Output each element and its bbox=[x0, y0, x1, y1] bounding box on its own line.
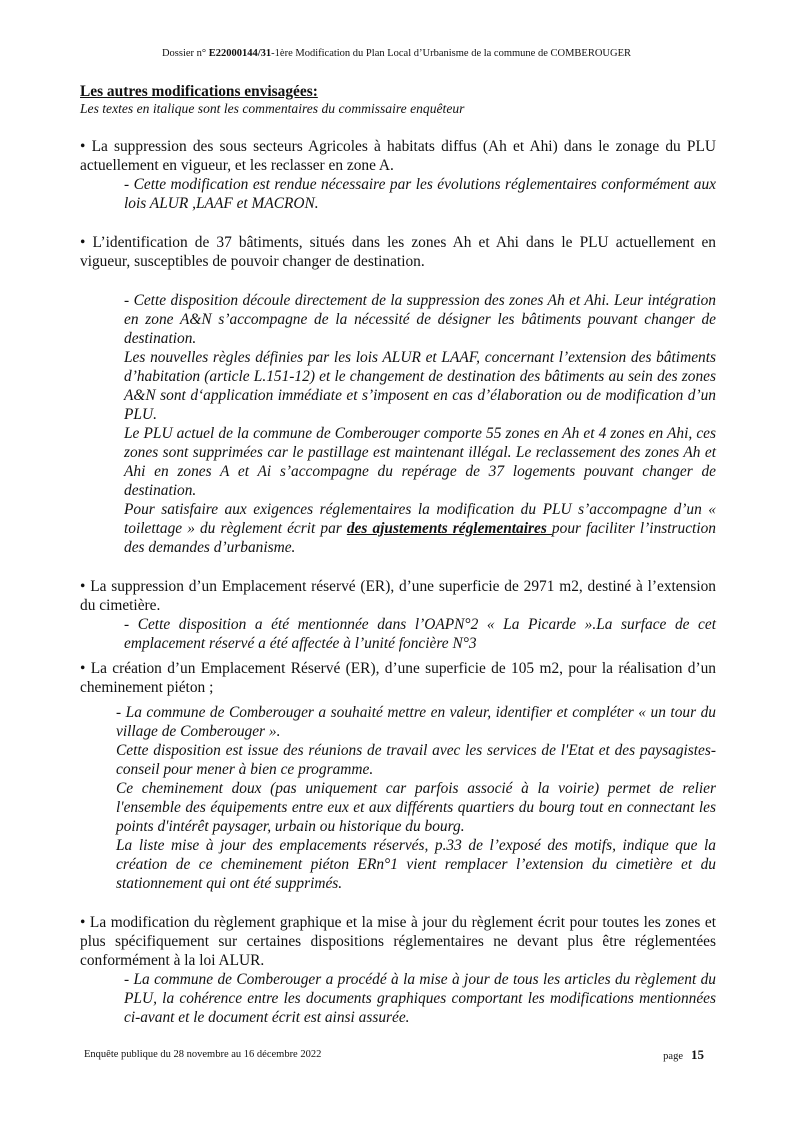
comment-suppression-er: - Cette disposition a été mentionnée dans l’OAPN°2 « La Picarde ».La surface de cet emplacement réservé a été affectée à l’unité foncière N°3 bbox=[124, 616, 716, 652]
comment-creation-er-2: Cette disposition est issue des réunions de travail avec les services de l'Etat et des paysagistes-conseil pour mener à bien ce programme. bbox=[116, 742, 716, 778]
section-title: Les autres modifications envisagées: bbox=[80, 83, 318, 100]
comment-reglement-graphique: - La commune de Comberouger a procédé à la mise à jour de tous les articles du règlement du PLU, la cohérence entre les documents graphiques comportant les modifications mentionnées ci-avant et le document écrit est ainsi assurée. bbox=[124, 971, 716, 1026]
comment-creation-er-4: La liste mise à jour des emplacements réservés, p.33 de l’exposé des motifs, indique que la création de ce cheminement piéton ERn°1 vient remplacer l’extension du cimetière et du stationnement qui ont été supprimés. bbox=[116, 837, 716, 892]
comment-identification-3: Le PLU actuel de la commune de Comberouger comporte 55 zones en Ah et 4 zones en Ahi, ces zones sont supprimées car le pastillage est maintenant illégal. Le reclassement des zones Ah et Ahi en zones A et Ai s’accompagne du repérage de 37 logements pouvant changer de destination. bbox=[124, 425, 716, 499]
page-label: page bbox=[663, 1051, 683, 1062]
item-creation-er: • La création d’un Emplacement Réservé (ER), d’une superficie de 105 m2, pour la réalisation d’un cheminement piéton ; bbox=[80, 660, 716, 696]
comment-identification-1: - Cette disposition découle directement de la suppression des zones Ah et Ahi. Leur intégration en zone A&N s’accompagne de la nécessité de désigner les bâtiments pouvant changer de destination. bbox=[124, 292, 716, 347]
header-prefix: Dossier n° bbox=[161, 48, 209, 59]
comment-identification-2: Les nouvelles règles définies par les lois ALUR et LAAF, concernant l’extension des bâtiments d’habitation (article L.151-12) et le changement de destination des bâtiments au sein des zones A&N sont d‘application immédiate et s’imposent en cas d’élaboration ou de modification d’un PLU. bbox=[124, 349, 716, 423]
section-subtitle: Les textes en italique sont les commentaires du commissaire enquêteur bbox=[80, 101, 465, 116]
comment-identification-4: Pour satisfaire aux exigences réglementaires la modification du PLU s’accompagne d’un « toilettage » du règlement écrit par des ajustements réglementaires pour faciliter l’instruction des demandes d’urbanisme. bbox=[124, 501, 716, 556]
emphasis-ajustements: des ajustements réglementaires bbox=[346, 520, 552, 537]
page-content bbox=[80, 82, 716, 1027]
header-title: -1ère Modification du Plan Local d’Urbanisme de la commune de COMBEROUGER bbox=[271, 48, 632, 59]
item-suppression-ah-ahi: • La suppression des sous secteurs Agricoles à habitats diffus (Ah et Ahi) dans le zonage du PLU actuellement en vigueur, et les reclasser en zone A. bbox=[80, 138, 716, 174]
comment-creation-er-1: - La commune de Comberouger a souhaité mettre en valeur, identifier et compléter « un tour du village de Comberouger ». bbox=[116, 704, 716, 740]
dossier-number: E22000144/31 bbox=[208, 48, 272, 59]
comment-suppression-ah-ahi: - Cette modification est rendue nécessaire par les évolutions réglementaires conformément aux lois ALUR ,LAAF et MACRON. bbox=[124, 176, 716, 212]
item-identification-batiments: • L’identification de 37 bâtiments, situés dans les zones Ah et Ahi dans le PLU actuellement en vigueur, susceptibles de pouvoir changer de destination. bbox=[80, 234, 716, 270]
page-number: 15 bbox=[691, 1047, 704, 1062]
footer-enquete-dates: Enquête publique du 28 novembre au 16 décembre 2022 bbox=[84, 1049, 322, 1060]
page-header bbox=[0, 48, 793, 59]
item-suppression-er: • La suppression d’un Emplacement réservé (ER), d’une superficie de 2971 m2, destiné à l’extension du cimetière. bbox=[80, 578, 716, 614]
item-reglement-graphique: • La modification du règlement graphique et la mise à jour du règlement écrit pour toutes les zones et plus spécifiquement sur certaines dispositions réglementaires ne devant plus être réglementées conformément à la loi ALUR. bbox=[80, 914, 716, 969]
comment-creation-er-3: Ce cheminement doux (pas uniquement car parfois associé à la voirie) permet de relier l'ensemble des équipements entre eux et aux différents quartiers du bourg tout en connectant les points d'intérêt paysager, urbain ou historique du bourg. bbox=[116, 780, 716, 835]
footer-page bbox=[663, 1047, 704, 1063]
